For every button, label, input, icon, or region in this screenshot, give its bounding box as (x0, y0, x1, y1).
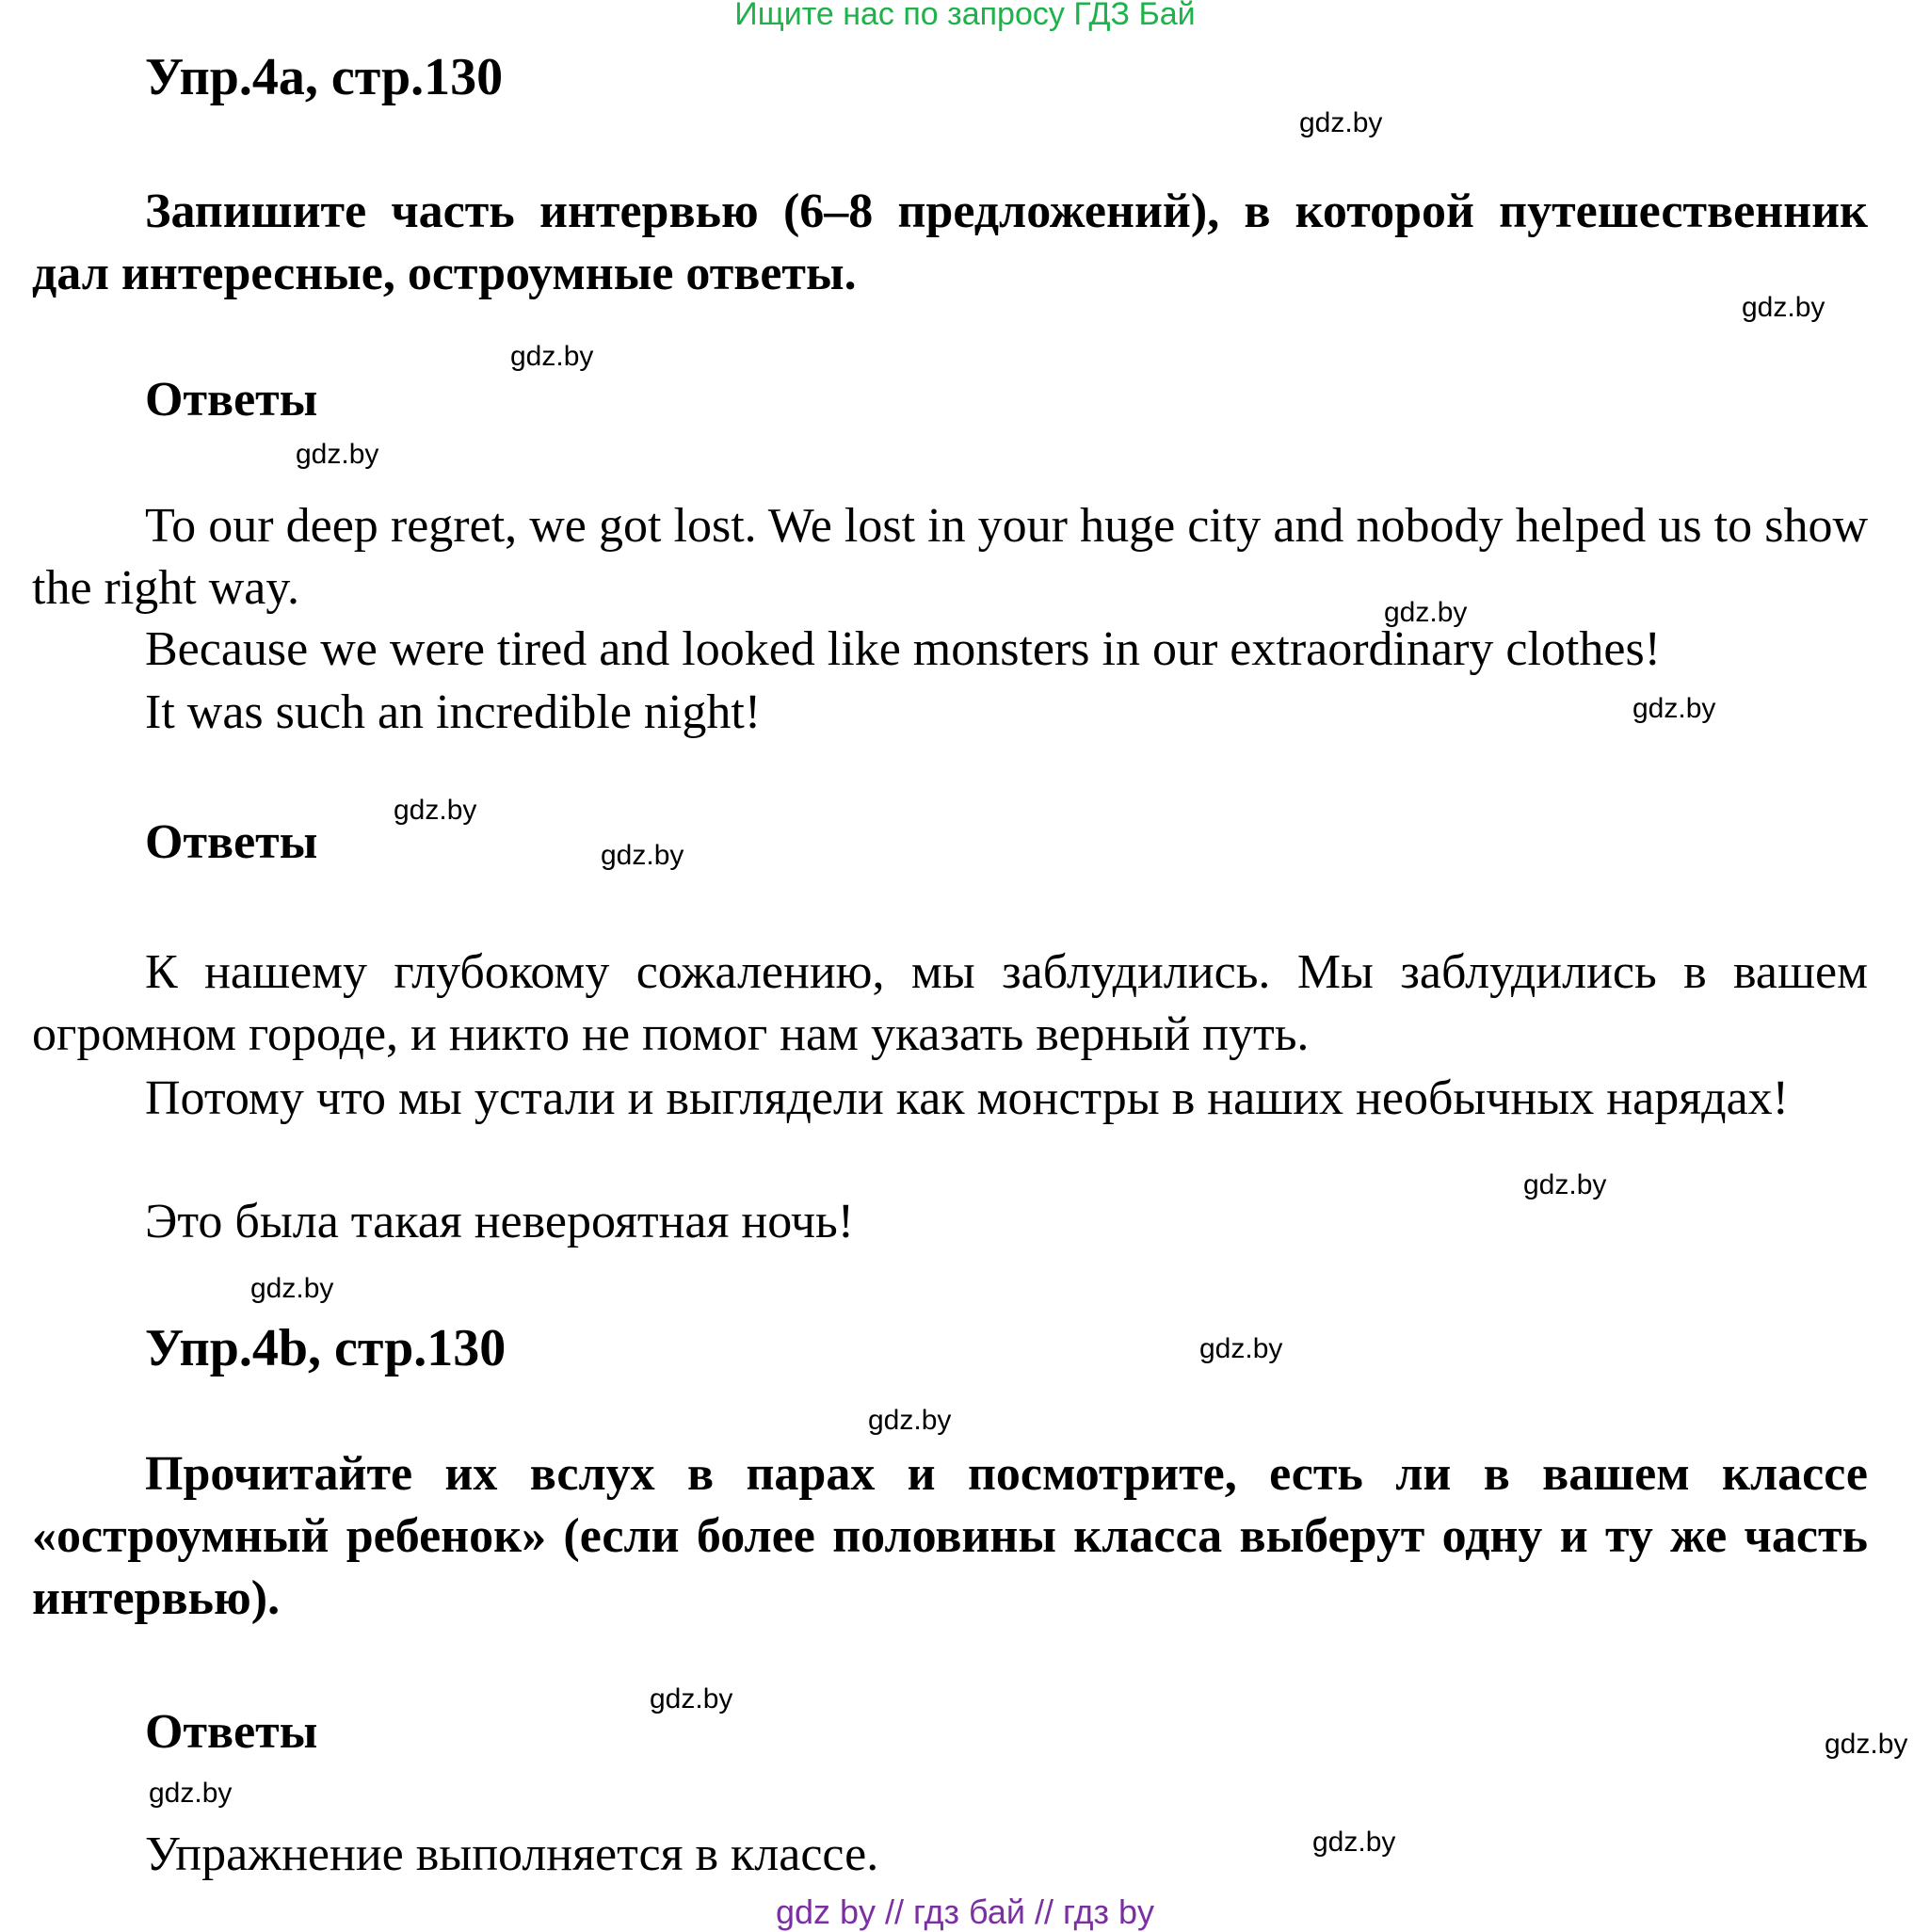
watermark: gdz.by (1384, 597, 1468, 628)
watermark: gdz.by (510, 341, 594, 372)
watermark: gdz.by (296, 439, 379, 470)
answer-ru-line-3: Это была такая невероятная ночь! (145, 1195, 855, 1248)
footer-links[interactable]: gdz by // гдз бай // гдз by (775, 1892, 1155, 1931)
exercise-4a-title: Упр.4а, стр.130 (145, 48, 504, 106)
answer-en-paragraph: To our deep regret, we got lost. We lost in your huge city and nobody helped us to show the right way. (32, 499, 1868, 615)
watermark: gdz.by (868, 1405, 952, 1436)
exercise-4a-task: Запишите часть интервью (6–8 предложений), в которой путешественник дал интересные, остроумные ответы. (32, 185, 1868, 300)
answers-heading-ru: Ответы (145, 815, 318, 869)
answer-ru-paragraph-1: К нашему глубокому сожалению, мы заблудились. Мы заблудились в вашем огромном городе, и никто не помог нам указать верный путь. (32, 945, 1868, 1061)
watermark: gdz.by (1299, 107, 1383, 138)
watermark: gdz.by (650, 1683, 733, 1715)
search-banner[interactable]: Ищите нас по запросу ГДЗ Бай (734, 0, 1196, 32)
answers-heading-en: Ответы (145, 373, 318, 427)
answers-heading-4b: Ответы (145, 1705, 318, 1759)
watermark: gdz.by (1312, 1827, 1396, 1858)
watermark: gdz.by (149, 1778, 233, 1809)
watermark: gdz.by (601, 840, 684, 871)
exercise-4b-title: Упр.4b, стр.130 (145, 1319, 507, 1377)
watermark: gdz.by (1825, 1729, 1908, 1760)
watermark: gdz.by (1742, 292, 1825, 323)
answer-en-line-3: It was such an incredible night! (145, 685, 762, 739)
exercise-4b-task: Прочитайте их вслух в парах и посмотрите, есть ли в вашем классе «остроумный ребенок» (если более половины класса выберут одну и ту же часть интервью). (32, 1447, 1868, 1625)
watermark: gdz.by (250, 1273, 334, 1304)
answer-ru-paragraph-2: Потому что мы устали и выглядели как монстры в наших необычных нарядах! (145, 1071, 1789, 1125)
watermark: gdz.by (1199, 1333, 1283, 1364)
watermark: gdz.by (1523, 1169, 1607, 1200)
answer-en-line-2: Because we were tired and looked like monsters in our extraordinary clothes! (145, 622, 1661, 676)
watermark: gdz.by (1632, 693, 1716, 724)
answer-4b: Упражнение выполняется в классе. (145, 1827, 879, 1881)
watermark: gdz.by (394, 795, 477, 826)
